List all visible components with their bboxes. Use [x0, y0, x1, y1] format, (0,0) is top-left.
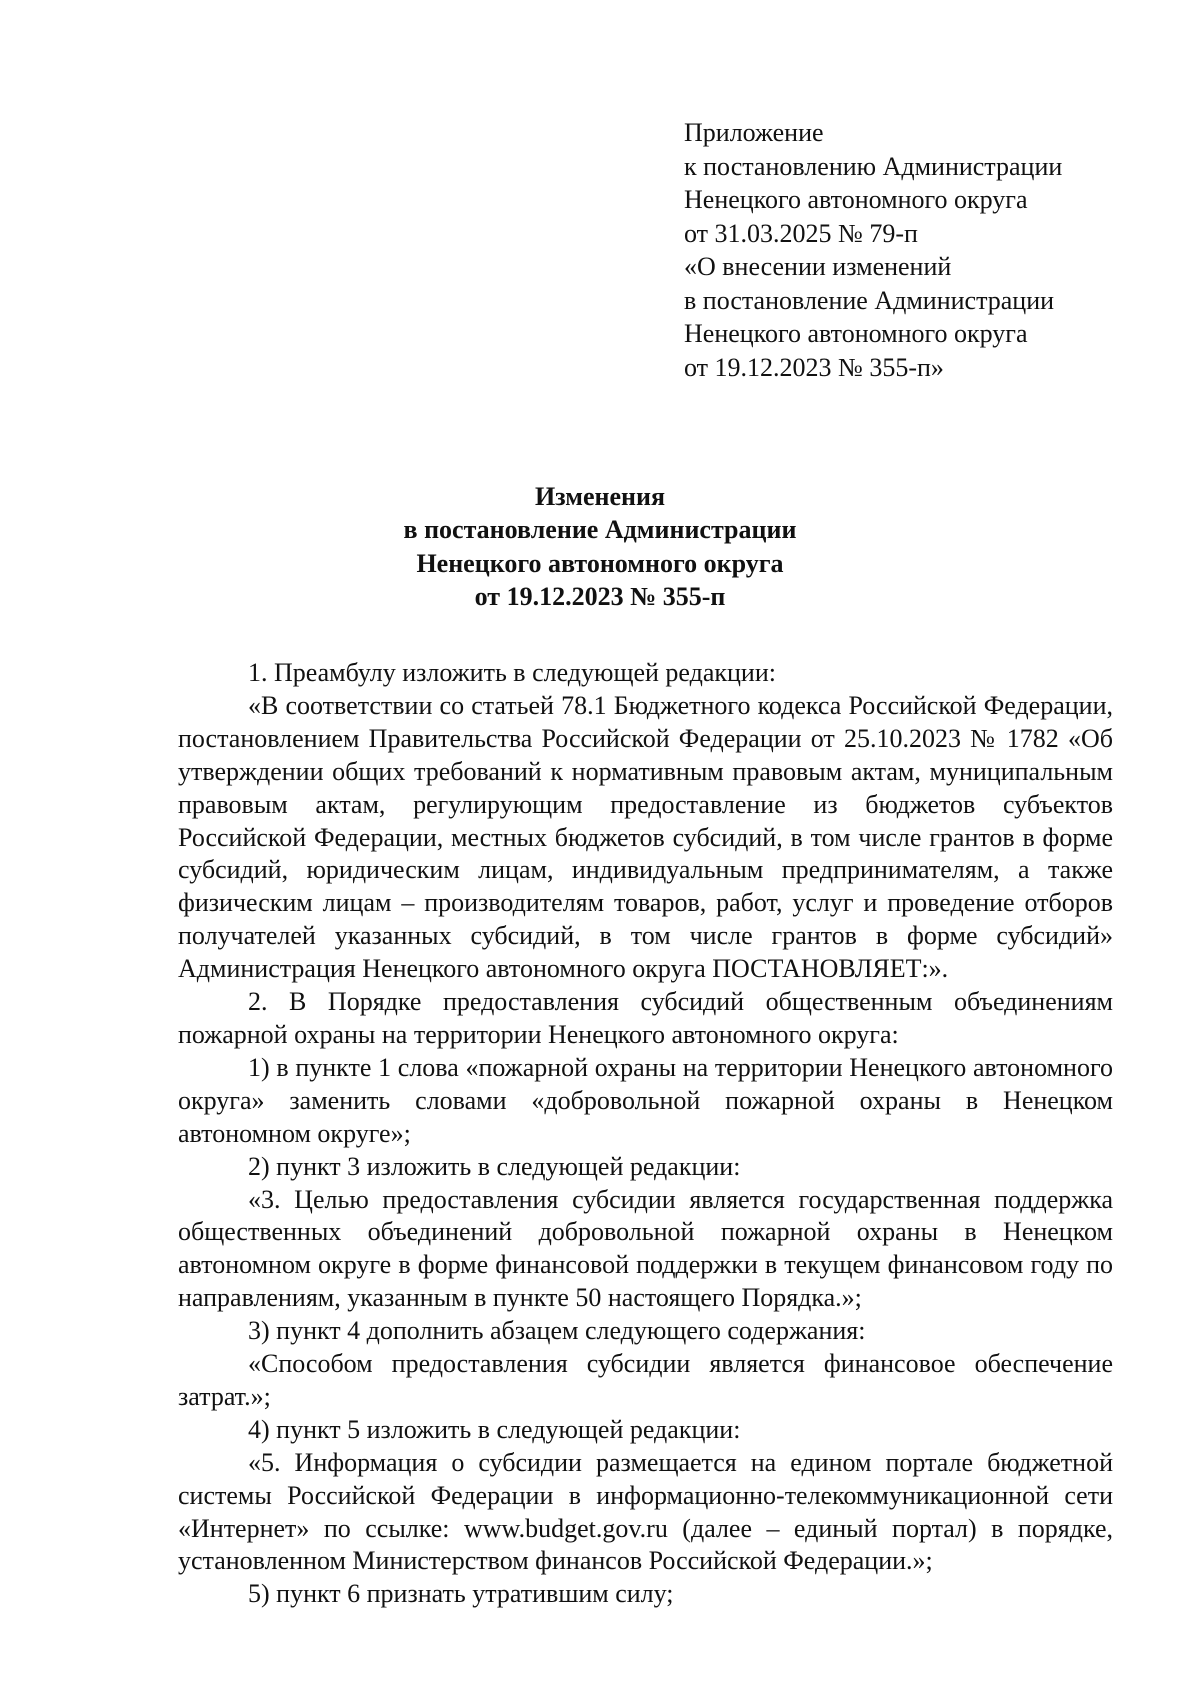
- appendix-header-line: от 31.03.2025 № 79-п: [684, 218, 918, 248]
- title-line: в постановление Администрации: [403, 515, 797, 545]
- body-paragraph: 5) пункт 6 признать утратившим силу;: [248, 1579, 674, 1609]
- body-paragraph: 2. В Порядке предоставления субсидий общественным объединениям пожарной охраны на территории Ненецкого автономного округа:: [178, 987, 1113, 1049]
- body-paragraph: «Способом предоставления субсидии является финансовое обеспечение затрат.»;: [178, 1349, 1113, 1411]
- body-paragraph: «3. Целью предоставления субсидии является государственная поддержка общественных объединений добровольной пожарной охраны в Ненецком автономном округе в форме финансовой поддержки в текущем финансовом году по направлениям, указанным в пункте 50 настоящего Порядка.»;: [178, 1184, 1113, 1313]
- appendix-header-line: Приложение: [684, 118, 824, 147]
- body-paragraph: «В соответствии со статьей 78.1 Бюджетного кодекса Российской Федерации, постановлением Правительства Российской Федерации от 25.10.2023 № 1782 «Об утверждении общих требований к нормативным правовым актам, муниципальным правовым актам, регулирующим предоставление из бюджетов субъектов Российской Федерации, местных бюджетов субсидий, в том числе грантов в форме субсидий, юридическим лицам, индивидуальным предпринимателям, а также физическим лицам – производителям товаров, работ, услуг и проведение отборов получателей указанных субсидий, в том числе грантов в форме субсидий» Администрация Ненецкого автономного округа ПОСТАНОВЛЯЕТ:».: [178, 690, 1113, 984]
- appendix-header-line: «О внесении изменений: [684, 252, 952, 281]
- body-paragraph: 4) пункт 5 изложить в следующей редакции:: [248, 1414, 741, 1444]
- body-paragraph: 1. Преамбулу изложить в следующей редакции:: [248, 658, 776, 687]
- body-paragraph: 1) в пункте 1 слова «пожарной охраны на территории Ненецкого автономного округа» заменить словами «добровольной пожарной охраны в Ненецком автономном округе»;: [178, 1052, 1113, 1148]
- appendix-header-line: Ненецкого автономного округа: [684, 319, 1028, 348]
- body-paragraph: 2) пункт 3 изложить в следующей редакции:: [248, 1151, 741, 1181]
- title-line: Ненецкого автономного округа: [416, 548, 784, 578]
- appendix-header-line: от 19.12.2023 № 355-п»: [684, 352, 944, 382]
- title-line: Изменения: [534, 482, 666, 511]
- appendix-header-line: к постановлению Администрации: [684, 151, 1063, 181]
- body-paragraph: 3) пункт 4 дополнить абзацем следующего содержания:: [248, 1316, 866, 1346]
- document-title: [100, 480, 1100, 613]
- appendix-header-line: Ненецкого автономного округа: [684, 185, 1028, 214]
- appendix-header: [684, 116, 1164, 384]
- document-body: [178, 657, 1113, 1611]
- title-line: от 19.12.2023 № 355-п: [474, 581, 726, 611]
- body-paragraph: «5. Информация о субсидии размещается на едином портале бюджетной системы Российской Федерации в информационно-телекоммуникационной сети «Интернет» по ссылке: www.budget.gov.ru (далее – единый портал) в порядке, установленном Министерством финансов Российской Федерации.»;: [178, 1447, 1113, 1576]
- appendix-header-line: в постановление Администрации: [684, 285, 1055, 315]
